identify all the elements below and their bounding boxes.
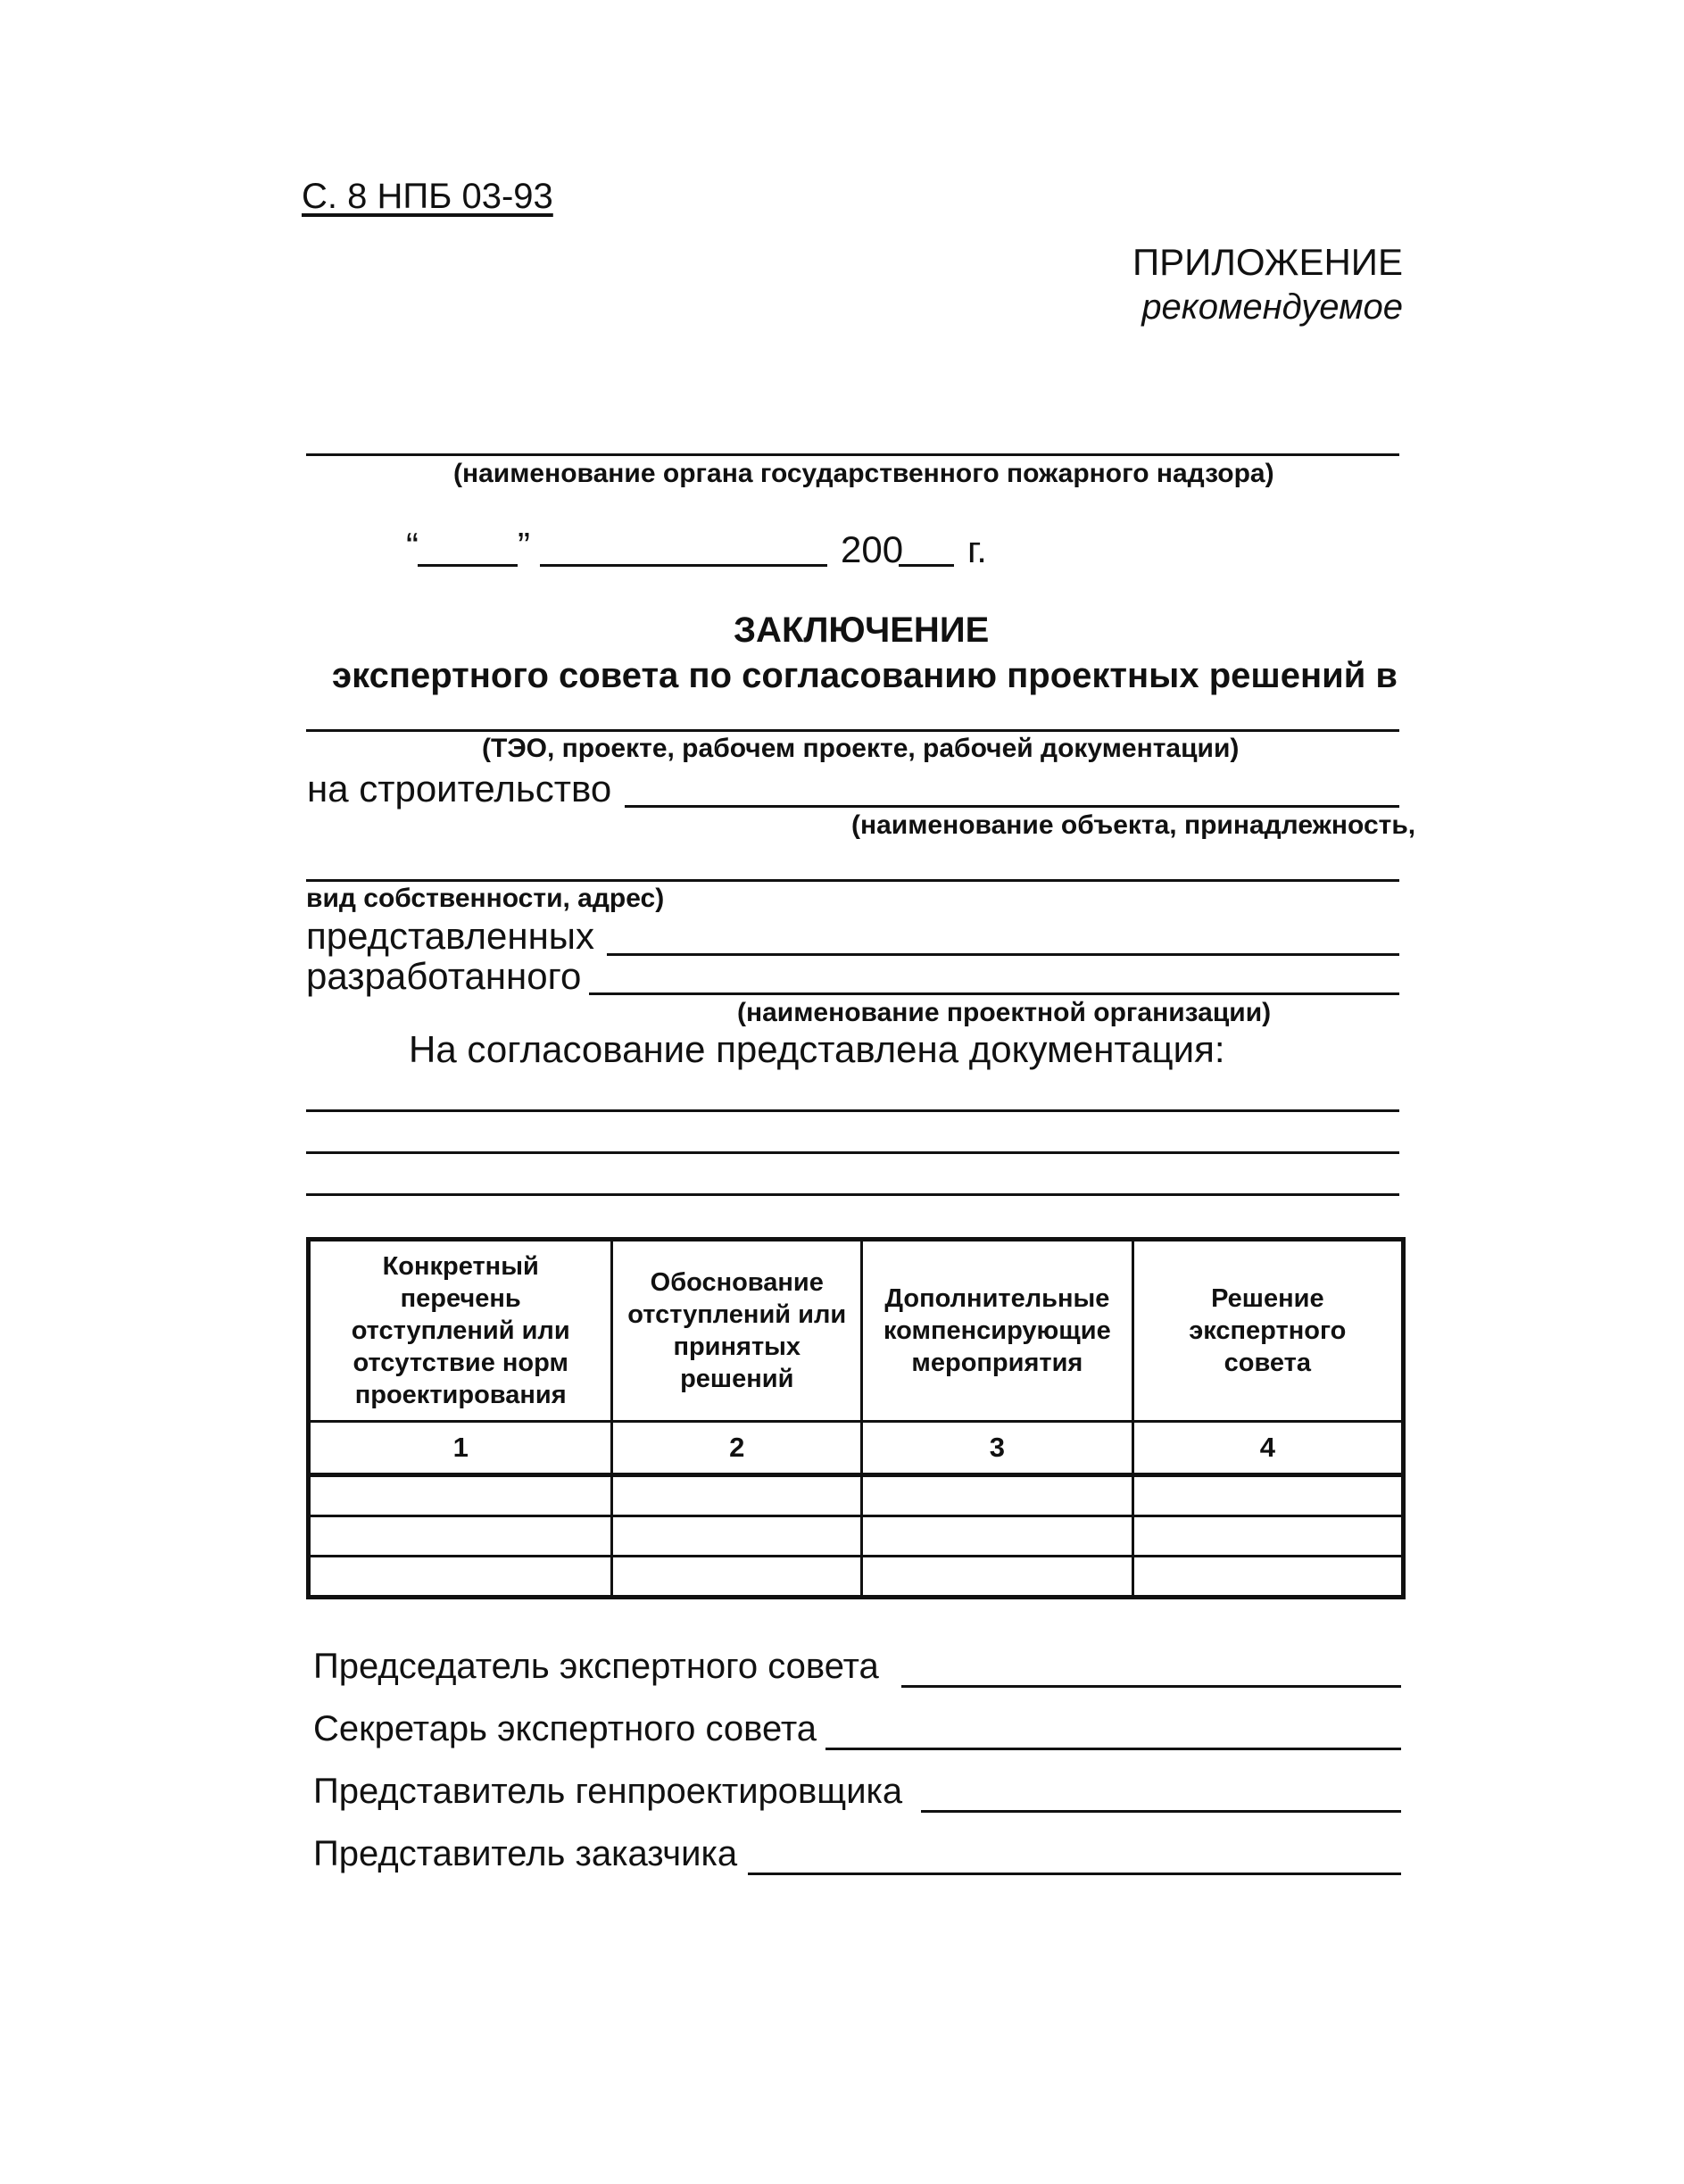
table-cell[interactable] xyxy=(862,1557,1133,1598)
developed-label: разработанного xyxy=(306,955,582,997)
documentation-line-1[interactable] xyxy=(306,1109,1399,1112)
documentation-label: На согласование представлена документация: xyxy=(409,1028,1225,1070)
deviations-table xyxy=(306,1237,1406,1599)
table-row xyxy=(309,1557,1404,1598)
table-cell[interactable] xyxy=(309,1557,612,1598)
org-caption: (наименование проектной организации) xyxy=(737,998,1272,1027)
column-number: 1 xyxy=(309,1422,612,1475)
document-title: ЗАКЛЮЧЕНИЕ xyxy=(734,610,990,650)
authority-caption: (наименование органа государственного пожарного надзора) xyxy=(453,459,1274,488)
column-number: 2 xyxy=(612,1422,862,1475)
table-cell[interactable] xyxy=(612,1475,862,1516)
doc-type-line[interactable] xyxy=(306,729,1399,732)
general-designer-label: Представитель генпроектировщика xyxy=(313,1772,903,1811)
documentation-line-3[interactable] xyxy=(306,1193,1399,1196)
documentation-line-2[interactable] xyxy=(306,1151,1399,1154)
table-cell[interactable] xyxy=(612,1516,862,1557)
table-cell[interactable] xyxy=(862,1516,1133,1557)
general-designer-signature-field[interactable] xyxy=(921,1810,1401,1813)
construction-label: на строительство xyxy=(307,768,612,810)
chairman-signature-field[interactable] xyxy=(901,1685,1401,1688)
page-reference: С. 8 НПБ 03-93 xyxy=(302,177,553,216)
table-cell[interactable] xyxy=(1132,1475,1403,1516)
developed-field[interactable] xyxy=(589,992,1399,995)
column-header: Дополнительные компенсирующие мероприятия xyxy=(862,1240,1133,1422)
date-close-quote: ” xyxy=(518,525,530,567)
ownership-caption: вид собственности, адрес) xyxy=(306,884,665,913)
table-header-row xyxy=(309,1240,1404,1422)
column-header: Конкретный перечень отступлений или отсутствие норм проектирования xyxy=(309,1240,612,1422)
table-cell[interactable] xyxy=(309,1516,612,1557)
secretary-label: Секретарь экспертного совета xyxy=(313,1709,817,1748)
table-cell[interactable] xyxy=(1132,1516,1403,1557)
table-row xyxy=(309,1516,1404,1557)
table-row xyxy=(309,1475,1404,1516)
table-cell[interactable] xyxy=(862,1475,1133,1516)
authority-line[interactable] xyxy=(306,453,1399,456)
date-month-field[interactable] xyxy=(540,564,827,567)
customer-label: Представитель заказчика xyxy=(313,1834,738,1873)
column-number: 4 xyxy=(1132,1422,1403,1475)
column-header: Решение экспертного совета xyxy=(1132,1240,1403,1422)
customer-signature-field[interactable] xyxy=(748,1873,1401,1875)
date-year-prefix: 200 xyxy=(841,528,904,570)
table-cell[interactable] xyxy=(309,1475,612,1516)
appendix-title: ПРИЛОЖЕНИЕ xyxy=(1132,241,1403,283)
column-number-row xyxy=(309,1422,1404,1475)
date-day-field[interactable] xyxy=(418,564,518,567)
date-year-suffix: г. xyxy=(967,528,987,570)
table-cell[interactable] xyxy=(1132,1557,1403,1598)
object-caption: (наименование объекта, принадлежность, xyxy=(851,810,1416,840)
document-subtitle: экспертного совета по согласованию проектных решений в xyxy=(332,656,1398,695)
column-number: 3 xyxy=(862,1422,1133,1475)
submitted-field[interactable] xyxy=(607,953,1399,956)
construction-field[interactable] xyxy=(625,805,1399,808)
ownership-line[interactable] xyxy=(306,879,1399,882)
appendix-subtitle: рекомендуемое xyxy=(1141,287,1403,327)
doc-type-caption: (ТЭО, проекте, рабочем проекте, рабочей документации) xyxy=(482,734,1240,763)
table-cell[interactable] xyxy=(612,1557,862,1598)
column-header: Обоснование отступлений или принятых решений xyxy=(612,1240,862,1422)
date-open-quote: “ xyxy=(406,525,419,567)
date-year-field[interactable] xyxy=(899,564,954,567)
secretary-signature-field[interactable] xyxy=(825,1748,1401,1750)
chairman-label: Председатель экспертного совета xyxy=(313,1647,879,1686)
submitted-label: представленных xyxy=(306,915,594,957)
